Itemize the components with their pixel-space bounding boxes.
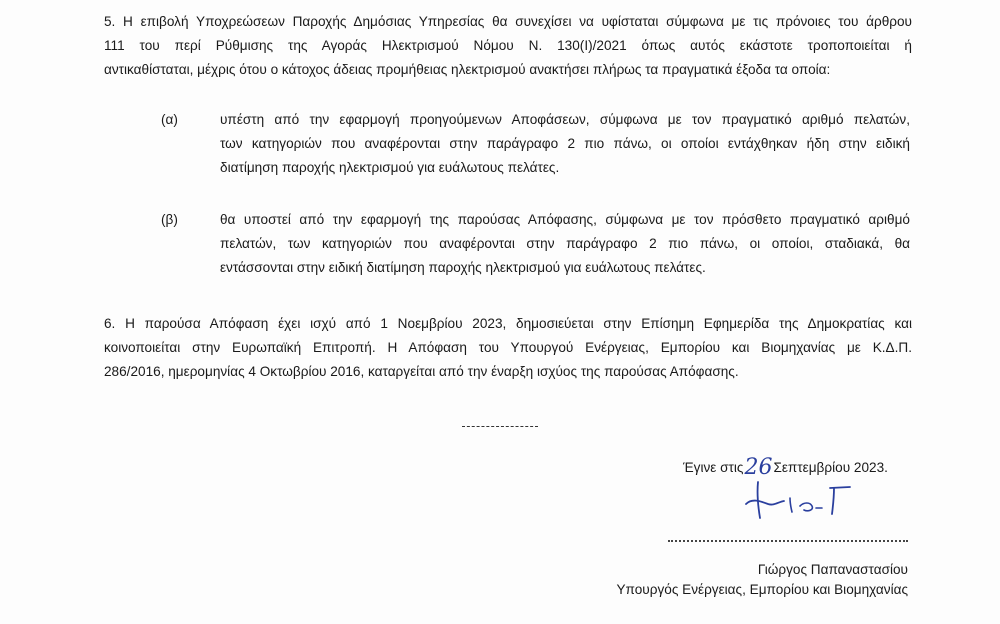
- item-a-marker: (α): [161, 112, 178, 127]
- paragraph-5-line: 5. Η επιβολή Υποχρεώσεων Παροχής Δημόσιας Υπηρεσίας θα συνεχίσει να υφίσταται σύμφωνα με τις πρόνοιες του άρθρου: [104, 14, 912, 29]
- handwritten-signature: [738, 468, 878, 528]
- item-a-line: των κατηγοριών που αναφέρονται στην παράγραφο 2 πιο πάνω, οι οποίοι εντάχθηκαν ήδη στην ειδική: [220, 136, 910, 151]
- signoff-day-handwritten: 26: [744, 455, 773, 480]
- signer-block: [616, 560, 908, 600]
- signer-name: Γιώργος Παπαναστασίου: [757, 562, 908, 577]
- signer-title: Υπουργός Ενέργειας, Εμπορίου και Βιομηχανίας: [616, 582, 908, 597]
- paragraph-5-line: 111 του περί Ρύθμισης της Αγοράς Ηλεκτρισμού Νόμου Ν. 130(Ι)/2021 όπως αυτός εκάστοτε τροποποιείται ή: [104, 38, 912, 53]
- item-b-marker: (β): [161, 212, 178, 227]
- section-divider: [462, 426, 538, 427]
- signoff-suffix: Σεπτεμβρίου 2023.: [773, 460, 888, 475]
- item-a-line: διατίμηση παροχής ηλεκτρισμού για ευάλωτους πελάτες.: [220, 160, 560, 175]
- signature-line: [668, 540, 908, 542]
- signoff-prefix: Έγινε στις: [683, 460, 744, 475]
- paragraph-6-line: 286/2016, ημερομηνίας 4 Οκτωβρίου 2016, καταργείται από την έναρξη ισχύος της παρούσας Απόφασης.: [104, 364, 739, 379]
- paragraph-5: [104, 10, 912, 82]
- paragraph-6-line: 6. Η παρούσα Απόφαση έχει ισχύ από 1 Νοεμβρίου 2023, δημοσιεύεται στην Επίσημη Εφημερίδα της Δημοκρατίας και: [104, 316, 912, 331]
- item-b-line: πελατών, των κατηγοριών που αναφέρονται στην παράγραφο 2 πιο πάνω, οι οποίοι, σταδιακά, θα: [220, 236, 910, 251]
- item-a-text: [220, 108, 910, 180]
- item-b-text: [220, 208, 910, 280]
- item-b-line: θα υποστεί από την εφαρμογή της παρούσας Απόφασης, σύμφωνα με τον πρόσθετο πραγματικό αριθμό: [220, 212, 910, 227]
- paragraph-5-line: αντικαθίσταται, μέχρις ότου ο κάτοχος άδειας προμήθειας ηλεκτρισμού ανακτήσει πλήρως τα πραγματικά έξοδα τα οποία:: [104, 62, 831, 77]
- item-a-line: υπέστη από την εφαρμογή προηγούμενων Αποφάσεων, σύμφωνα με τον πραγματικό αριθμό πελατών,: [220, 112, 910, 127]
- paragraph-6-line: κοινοποιείται στην Ευρωπαϊκή Επιτροπή. Η Απόφαση του Υπουργού Ενέργειας, Εμπορίου και Βιομηχανίας με Κ.Δ.Π.: [104, 340, 912, 355]
- paragraph-6: [104, 312, 912, 384]
- item-b-line: εντάσσονται στην ειδική διατίμηση παροχής ηλεκτρισμού για ευάλωτους πελάτες.: [220, 260, 706, 275]
